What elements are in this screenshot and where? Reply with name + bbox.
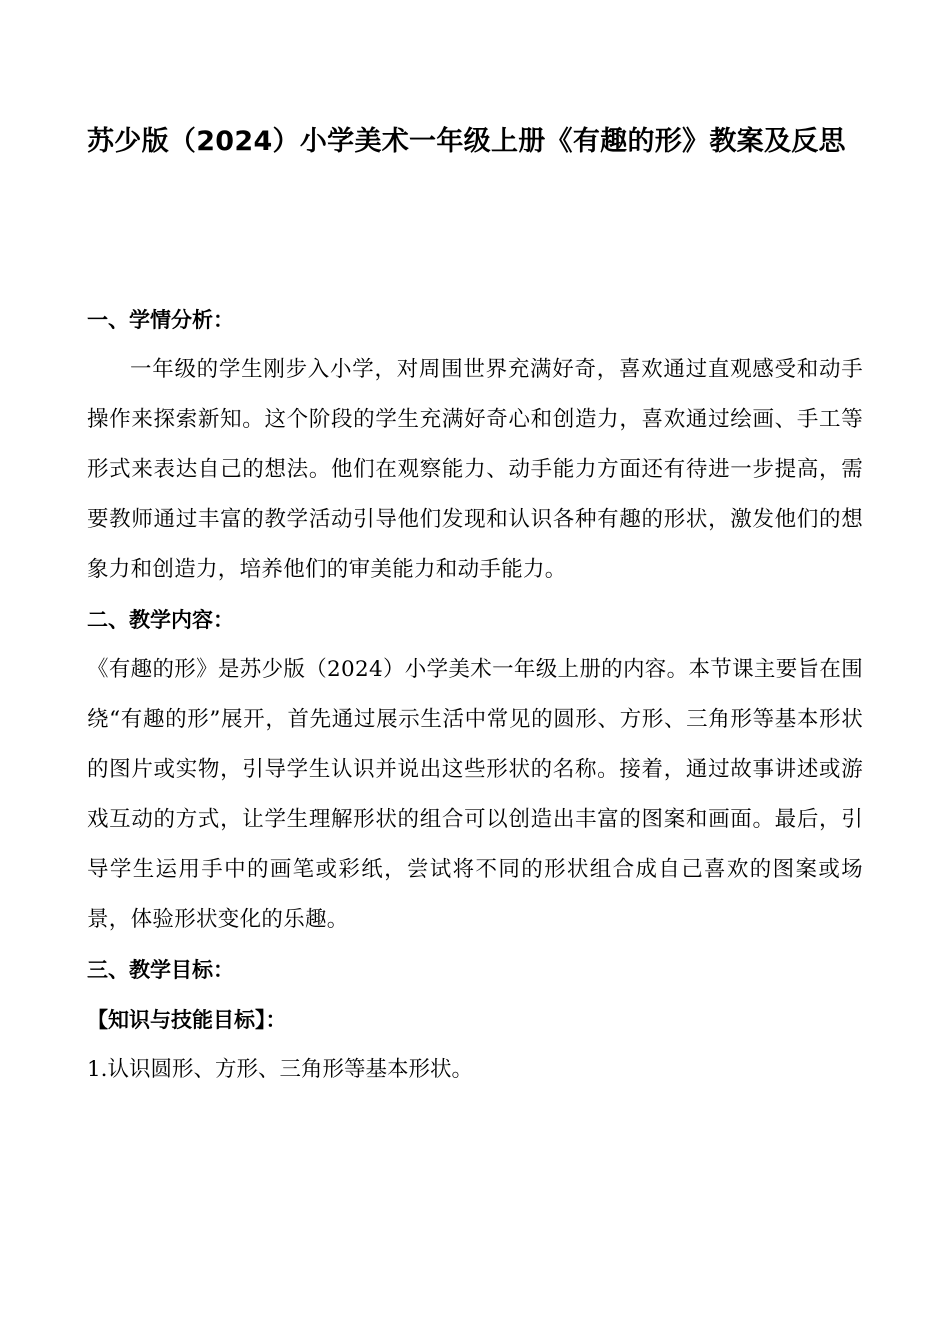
section-paragraph: 一年级的学生刚步入小学，对周围世界充满好奇，喜欢通过直观感受和动手操作来探索新知。这个阶段的学生充满好奇心和创造力，喜欢通过绘画、手工等形式来表达自己的想法。他们在观察能力、动手能力方面还有待进一步提高，需要教师通过丰富的教学活动引导他们发现和认识各种有趣的形状，激发他们的想象力和创造力，培养他们的审美能力和动手能力。 — [87, 357, 863, 582]
section-heading: 三、教学目标： — [87, 958, 234, 982]
document-title: 苏少版（2024）小学美术一年级上册《有趣的形》教案及反思 — [87, 126, 846, 157]
goal-list-item: 1.认识圆形、方形、三角形等基本形状。 — [87, 1057, 474, 1082]
section-heading: 一、学情分析： — [87, 308, 234, 332]
section-paragraph: 《有趣的形》是苏少版（2024）小学美术一年级上册的内容。本节课主要旨在围绕“有趣的形”展开，首先通过展示生活中常见的圆形、方形、三角形等基本形状的图片或实物，引导学生认识并说出这些形状的名称。接着，通过故事讲述或游戏互动的方式，让学生理解形状的组合可以创造出丰富的图案和画面。最后，引导学生运用手中的画笔或彩纸，尝试将不同的形状组合成自己喜欢的图案或场景，体验形状变化的乐趣。 — [87, 657, 863, 932]
section-learning-analysis — [87, 295, 863, 595]
knowledge-skill-goals-heading: 【知识与技能目标】： — [87, 1008, 287, 1032]
section-teaching-goals — [87, 945, 863, 1095]
section-teaching-content — [87, 595, 863, 945]
section-heading: 二、教学内容： — [87, 608, 234, 632]
document-body — [87, 295, 863, 1095]
